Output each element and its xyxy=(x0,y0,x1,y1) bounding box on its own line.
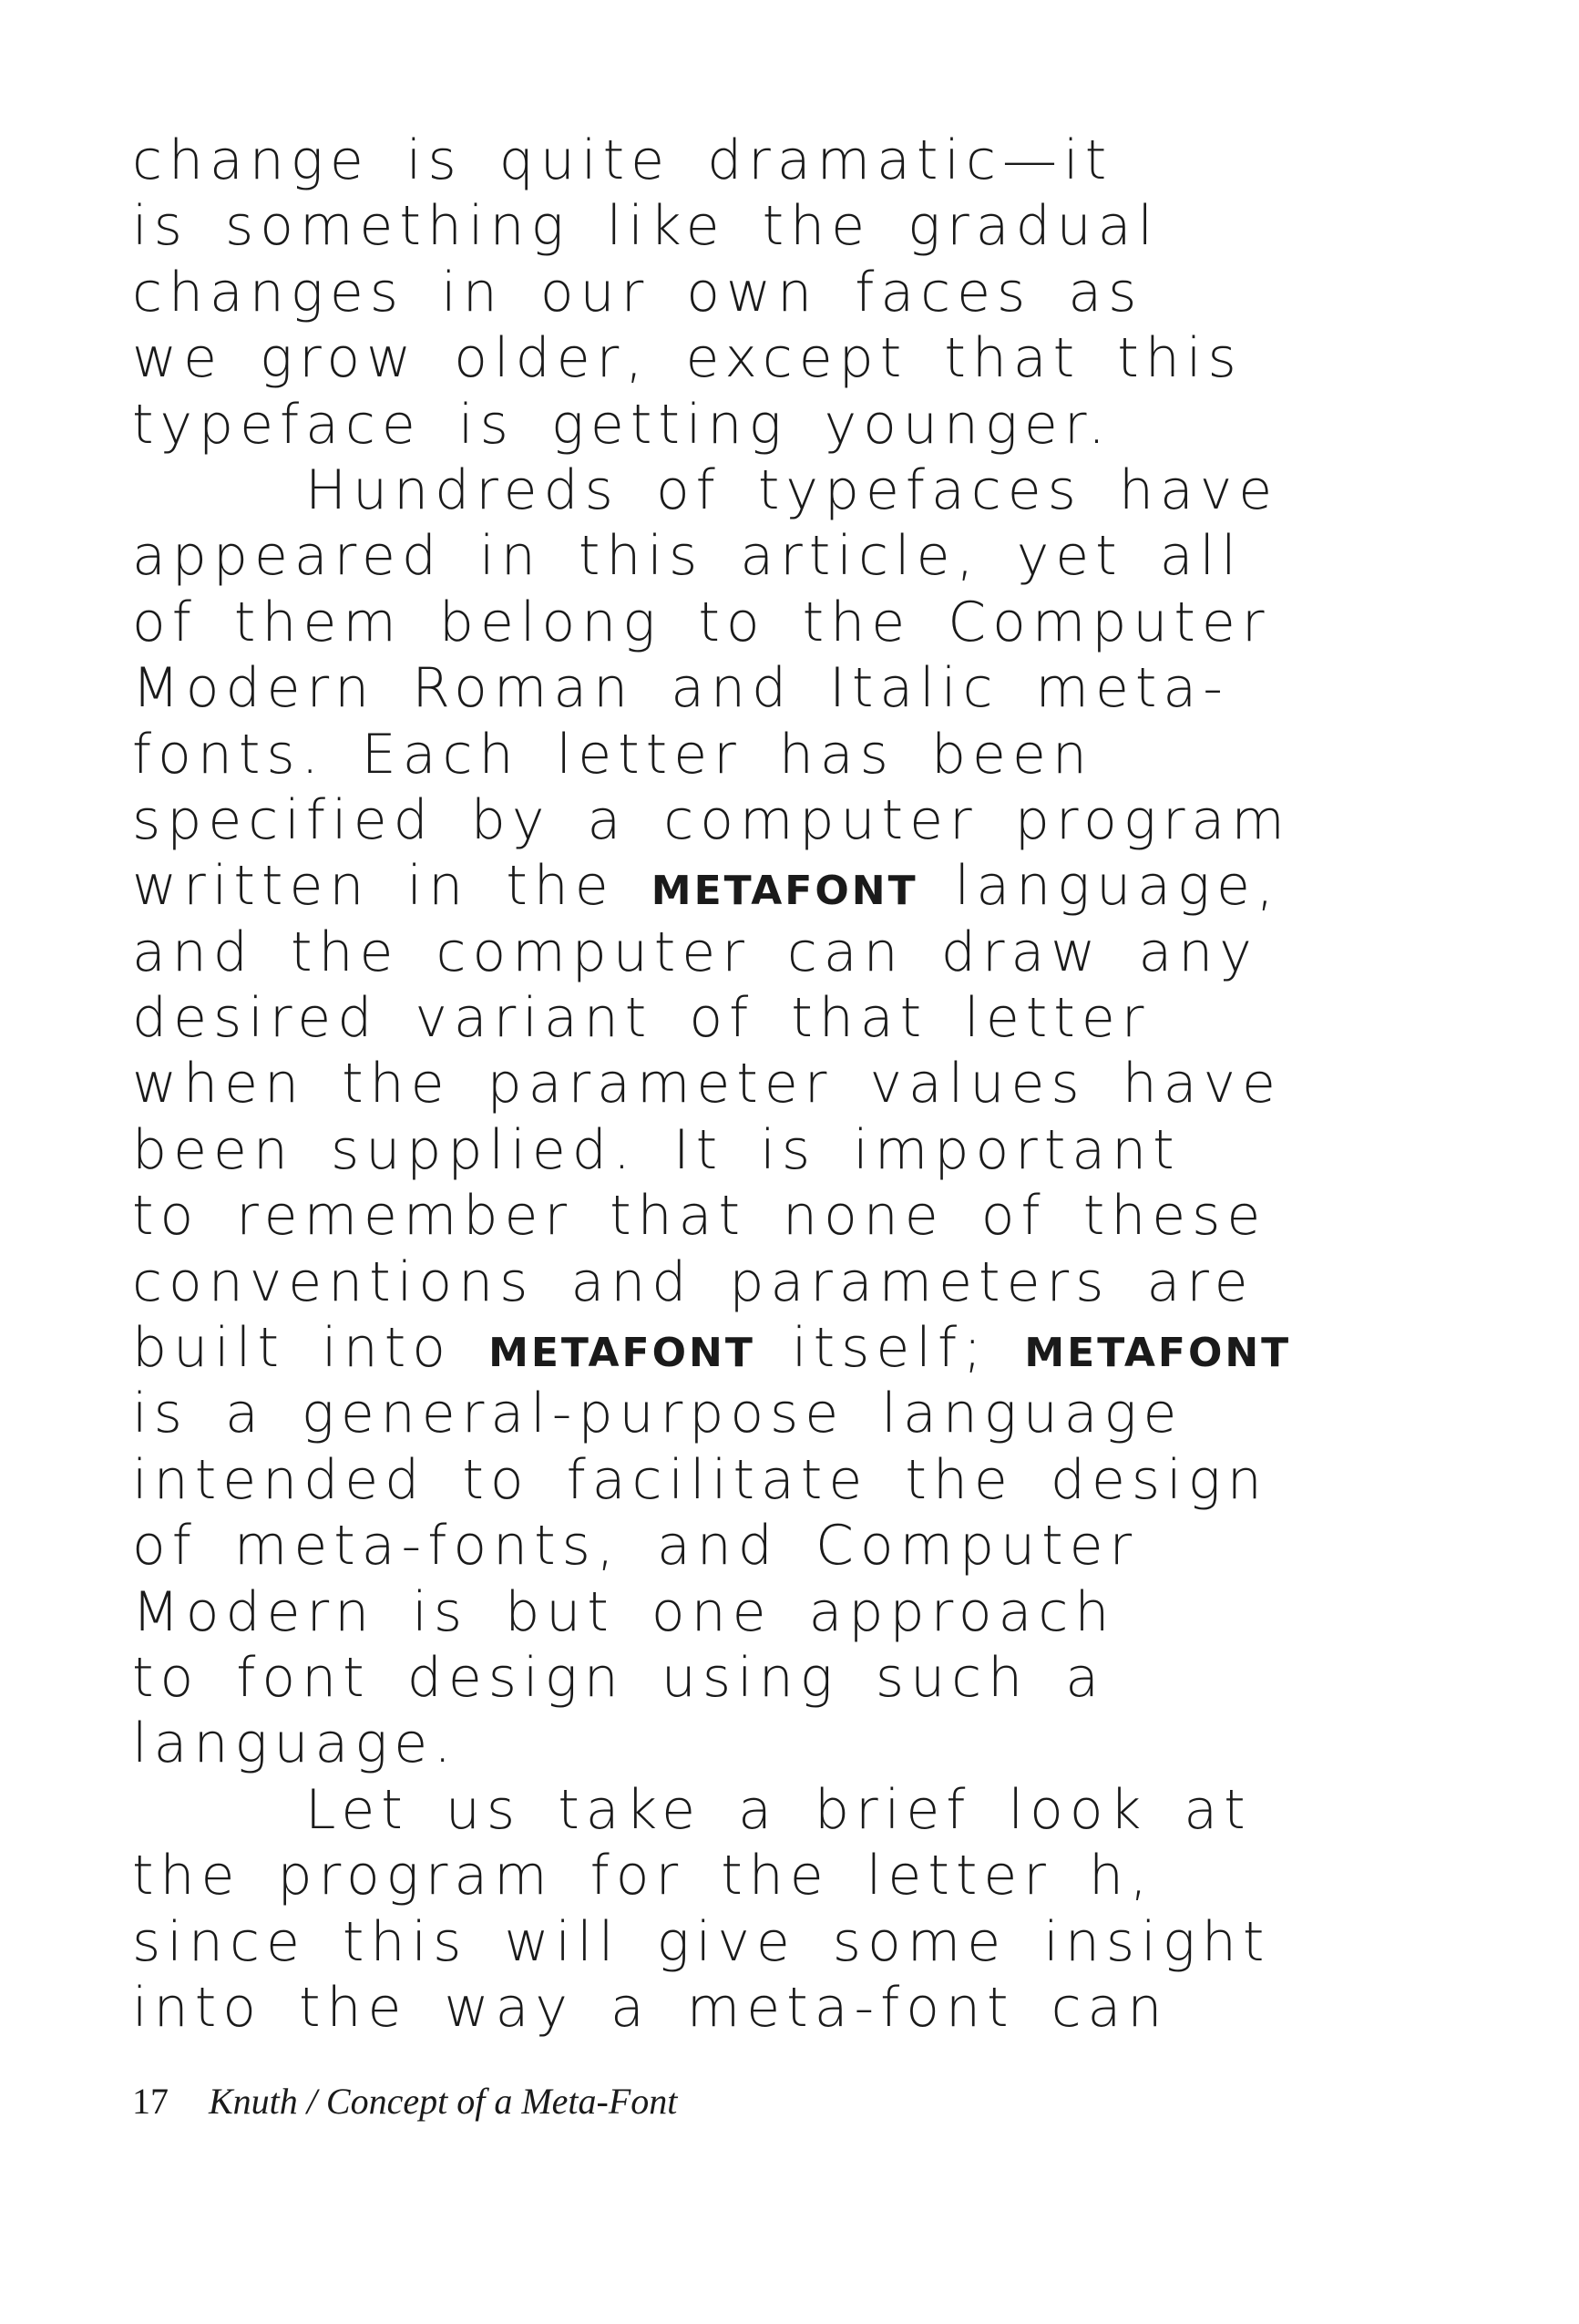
text-run: been supplied. It is important xyxy=(132,1117,1181,1182)
text-run: conventions and parameters are xyxy=(132,1249,1255,1314)
text-line xyxy=(132,787,1426,853)
metafont-wordmark: METAFONT xyxy=(488,1330,755,1377)
text-line xyxy=(132,1315,1426,1381)
text-line xyxy=(132,128,1426,193)
text-line xyxy=(132,590,1426,655)
text-line xyxy=(132,325,1426,391)
text-line xyxy=(132,392,1426,458)
text-run: written in the xyxy=(132,854,651,919)
text-line xyxy=(132,655,1426,721)
text-run: to font design using such a xyxy=(132,1645,1106,1710)
page-footer xyxy=(132,2080,677,2123)
text-run: specified by a computer program xyxy=(132,787,1291,852)
text-run: the program for the letter h, xyxy=(132,1844,1154,1908)
text-line xyxy=(132,985,1426,1051)
text-line xyxy=(132,260,1426,325)
text-line xyxy=(132,193,1426,259)
text-line xyxy=(132,722,1426,787)
text-run: we grow older, except that this xyxy=(132,326,1243,391)
text-line xyxy=(132,1909,1426,1975)
text-run: language. xyxy=(132,1712,458,1776)
text-line xyxy=(132,458,1426,523)
text-run: Modern Roman and Italic meta- xyxy=(132,656,1229,721)
text-run: language, xyxy=(918,854,1280,919)
text-line xyxy=(132,920,1426,985)
body-text xyxy=(132,128,1426,2041)
text-run: and the computer can draw any xyxy=(132,920,1258,984)
text-line xyxy=(132,1975,1426,2041)
text-line xyxy=(132,1711,1426,1776)
text-run: fonts. Each letter has been xyxy=(132,722,1093,787)
text-line xyxy=(132,1447,1426,1513)
text-run: is something like the gradual xyxy=(132,194,1160,259)
text-line xyxy=(132,1381,1426,1446)
page-number: 17 xyxy=(132,2081,169,2122)
text-run: is a general-purpose language xyxy=(132,1382,1184,1446)
text-line xyxy=(132,1777,1426,1843)
text-run: built into xyxy=(132,1316,489,1381)
text-run: Let us take a brief look at xyxy=(305,1777,1252,1842)
text-run: when the parameter values have xyxy=(132,1052,1282,1116)
text-run: Modern is but one approach xyxy=(132,1579,1116,1644)
text-run: of meta-fonts, and Computer xyxy=(132,1514,1139,1578)
text-run: of them belong to the Computer xyxy=(132,590,1271,654)
text-line xyxy=(132,1051,1426,1116)
text-run: into the way a meta-font can xyxy=(132,1975,1169,2040)
text-run: desired variant of that letter xyxy=(132,986,1151,1051)
text-line xyxy=(132,853,1426,919)
text-line xyxy=(132,1843,1426,1908)
text-line xyxy=(132,1117,1426,1183)
text-run: itself; xyxy=(754,1316,1025,1381)
text-run: Hundreds of typefaces have xyxy=(305,458,1279,522)
text-line xyxy=(132,1183,1426,1249)
text-line xyxy=(132,523,1426,589)
text-run: appeared in this article, yet all xyxy=(132,524,1243,589)
text-run: intended to facilitate the design xyxy=(132,1447,1268,1512)
text-run: changes in our own faces as xyxy=(132,260,1143,324)
text-run: to remember that none of these xyxy=(132,1184,1267,1249)
text-run: typeface is getting younger. xyxy=(132,392,1112,457)
metafont-wordmark: METAFONT xyxy=(1024,1330,1292,1377)
text-line xyxy=(132,1513,1426,1578)
text-line xyxy=(132,1645,1426,1711)
running-head: Knuth / Concept of a Meta-Font xyxy=(209,2081,678,2122)
text-line xyxy=(132,1249,1426,1315)
metafont-wordmark: METAFONT xyxy=(651,868,918,915)
text-run: since this will give some insight xyxy=(132,1909,1271,1974)
text-run: change is quite dramatic—it xyxy=(132,129,1113,192)
text-line xyxy=(132,1579,1426,1645)
